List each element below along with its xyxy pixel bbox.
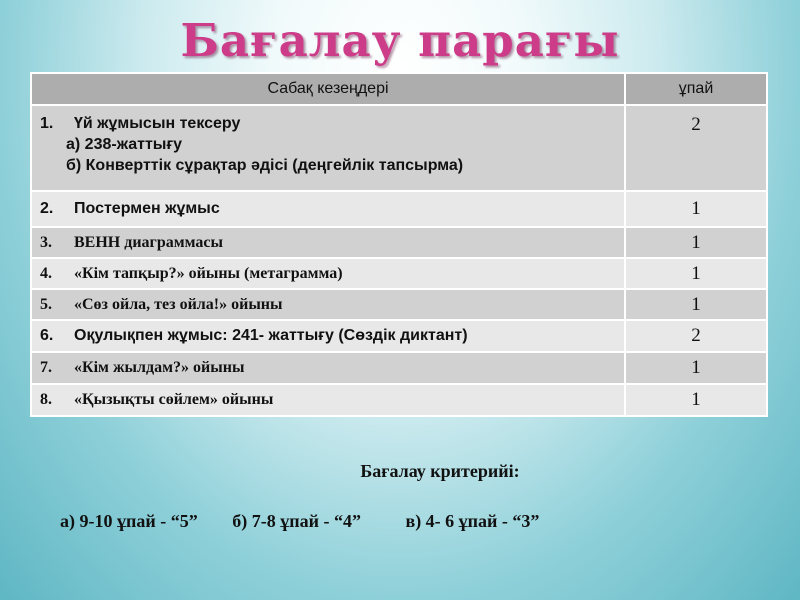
stage-cell — [31, 384, 625, 416]
points-cell: 1 — [625, 227, 767, 258]
stage-name: «Қызықты сөйлем» ойыны — [74, 391, 274, 408]
grade-item: а) 9-10 ұпай - “5” — [60, 511, 198, 531]
grade-item: в) 4- 6 ұпай - “3” — [405, 511, 540, 531]
stage-name: «Кім жылдам?» ойыны — [74, 359, 245, 376]
row-number: 8. — [40, 391, 52, 408]
stage-subitem: а) 238-жаттығу — [66, 136, 183, 153]
table-row — [31, 384, 767, 416]
slide-title: Бағалау парағы — [180, 14, 620, 67]
row-number: 1. — [40, 115, 54, 132]
row-number: 3. — [40, 233, 52, 251]
stage-subitem: б) Конверттік сұрақтар әдісі (деңгейлік тапсырма) — [66, 157, 464, 174]
points-cell: 1 — [625, 384, 767, 416]
row-number: 2. — [40, 200, 54, 217]
stage-name: ВЕНН диаграммасы — [74, 233, 223, 251]
points-cell: 2 — [625, 320, 767, 352]
table-row — [31, 289, 767, 320]
assessment-table — [30, 72, 768, 417]
table-row — [31, 227, 767, 258]
grade-criteria — [60, 511, 780, 532]
criteria-title: Бағалау критерийі: — [360, 461, 520, 481]
points-cell: 1 — [625, 258, 767, 289]
row-number: 4. — [40, 264, 52, 282]
points-cell: 2 — [625, 105, 767, 191]
row-number: 7. — [40, 359, 52, 376]
stage-cell — [31, 191, 625, 227]
header-stage: Сабақ кезеңдері — [31, 73, 625, 105]
table-row — [31, 352, 767, 384]
table-row — [31, 320, 767, 352]
points-cell: 1 — [625, 352, 767, 384]
stage-cell — [31, 227, 625, 258]
stage-cell — [31, 352, 625, 384]
stage-name: Оқулықпен жұмыс: 241- жаттығу (Сөздік диктант) — [74, 327, 468, 344]
row-number: 6. — [40, 327, 54, 344]
grade-item: б) 7-8 ұпай - “4” — [232, 511, 361, 531]
row-number: 5. — [40, 295, 52, 313]
stage-name: Постермен жұмыс — [74, 200, 220, 217]
stage-cell — [31, 289, 625, 320]
table-row — [31, 258, 767, 289]
stage-name: «Кім тапқыр?» ойыны (метаграмма) — [74, 264, 343, 282]
table-header-row — [31, 73, 767, 105]
table-row — [31, 191, 767, 227]
stage-cell — [31, 258, 625, 289]
points-cell: 1 — [625, 191, 767, 227]
table-row — [31, 105, 767, 191]
stage-name: «Сөз ойла, тез ойла!» ойыны — [74, 295, 283, 313]
points-cell: 1 — [625, 289, 767, 320]
stage-name: Үй жұмысын тексеру — [74, 115, 241, 132]
stage-cell — [31, 105, 625, 191]
stage-cell — [31, 320, 625, 352]
header-points: ұпай — [625, 73, 767, 105]
